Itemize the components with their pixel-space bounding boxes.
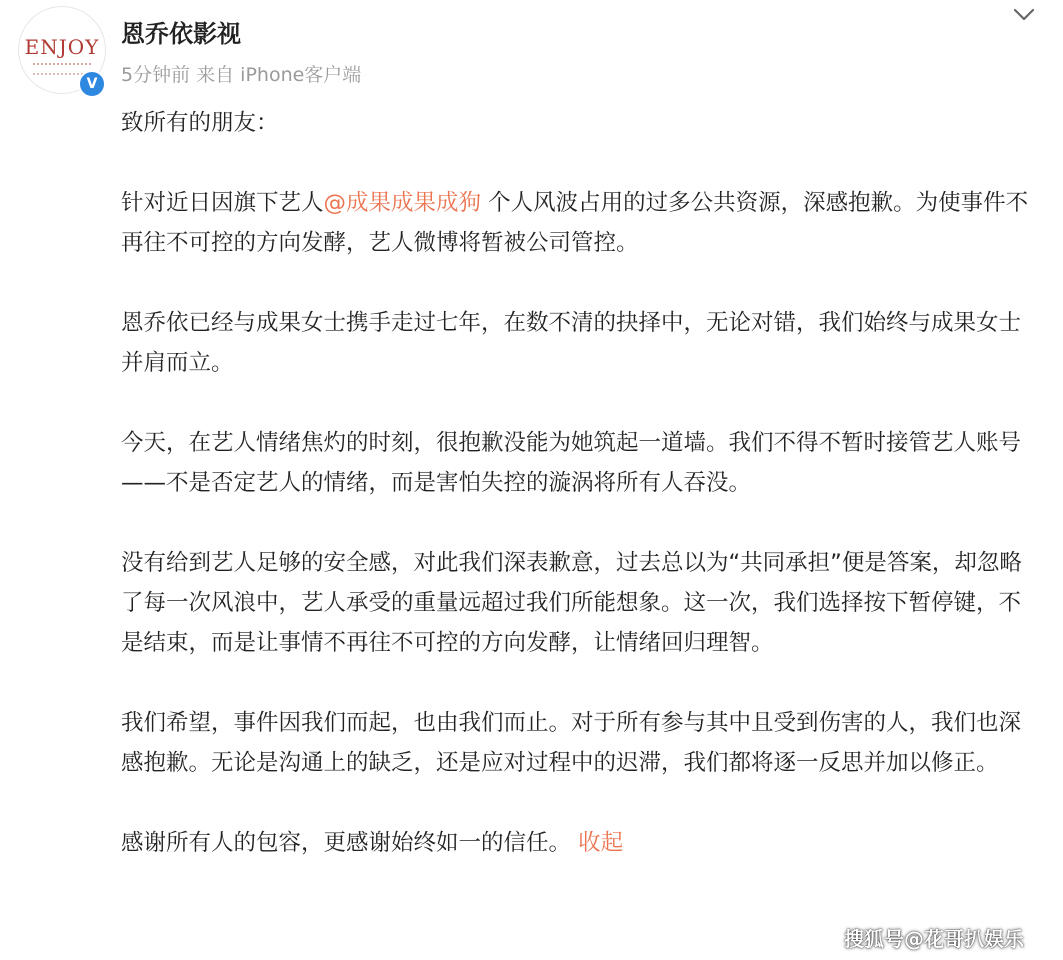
watermark: 搜狐号@花哥扒娱乐 — [844, 927, 1024, 951]
paragraph-1-text-end: 个人风波占用的过多公共资源，深感抱歉。为使事件不再往不可控的方向发酵，艺人微博将暂被公司管控。 — [121, 190, 1029, 256]
greeting: 致所有的朋友： — [121, 110, 279, 136]
paragraph-5: 我们希望，事件因我们而起，也由我们而止。对于所有参与其中且受到伤害的人，我们也深感抱歉。无论是沟通上的缺乏，还是应对过程中的迟滞，我们都将逐一反思并加以修正。 — [121, 710, 1022, 776]
post-body — [121, 103, 1041, 903]
enjoy-logo: ENJOY — [24, 35, 100, 59]
post-meta: 5分钟前 来自 iPhone客户端 — [121, 64, 362, 86]
paragraph-6 — [121, 823, 1041, 863]
paragraph-1-text-start: 针对近日因旗下艺人 — [121, 190, 324, 216]
paragraph-2: 恩乔依已经与成果女士携手走过七年，在数不清的抉择中，无论对错，我们始终与成果女士并肩而立。 — [121, 310, 1022, 376]
paragraph-3: 今天，在艺人情绪焦灼的时刻，很抱歉没能为她筑起一道墙。我们不得不暂时接管艺人账号——不是否定艺人的情绪，而是害怕失控的漩涡将所有人吞没。 — [121, 430, 1022, 496]
verified-badge-icon: V — [78, 70, 106, 98]
collapse-link[interactable]: 收起 — [578, 830, 624, 856]
account-name[interactable]: 恩乔依影视 — [121, 20, 241, 48]
paragraph-1 — [121, 183, 1041, 263]
paragraph-4: 没有给到艺人足够的安全感，对此我们深表歉意，过去总以为“共同承担”便是答案，却忽略了每一次风浪中，艺人承受的重量远超过我们所能想象。这一次，我们选择按下暂停键，不是结束，而是让事情不再往不可控的方向发酵，让情绪回归理智。 — [121, 550, 1022, 656]
mention-link[interactable]: @成果成果成狗 — [323, 190, 482, 216]
paragraph-6-text: 感谢所有人的包容，更感谢始终如一的信任。 — [121, 830, 572, 856]
chevron-down-icon[interactable] — [1010, 2, 1038, 26]
